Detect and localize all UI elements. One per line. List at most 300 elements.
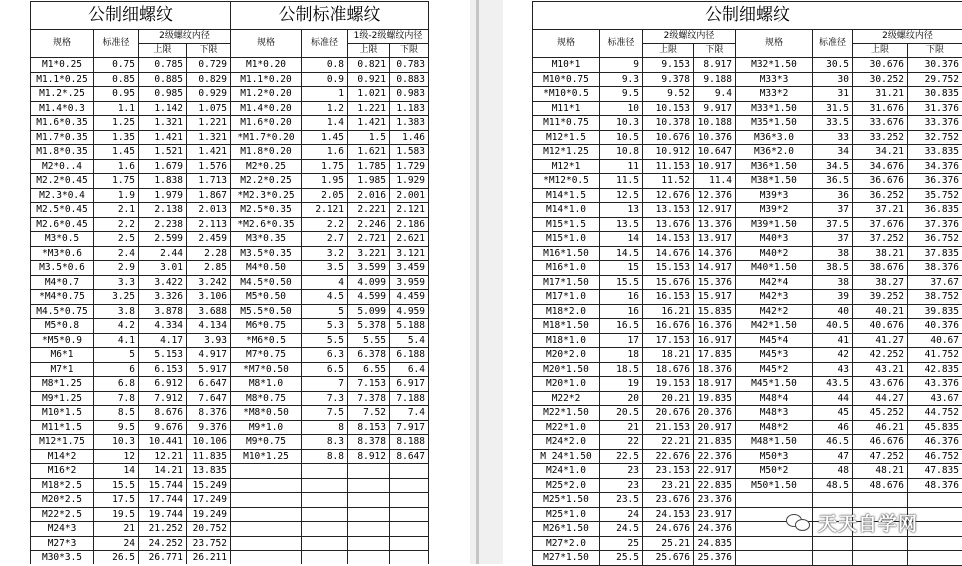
spec-cell bbox=[231, 464, 302, 479]
upper-cell: 0.821 bbox=[348, 58, 390, 73]
lower-cell: 16.917 bbox=[694, 333, 736, 348]
upper-cell: 6.55 bbox=[348, 362, 390, 377]
table-row bbox=[533, 130, 962, 145]
lower-cell: 45.835 bbox=[908, 420, 962, 435]
nominal-cell: 7 bbox=[302, 377, 348, 392]
lower-cell: 10.188 bbox=[694, 116, 736, 131]
upper-cell: 38.676 bbox=[853, 261, 908, 276]
spec-cell: M33*2 bbox=[736, 87, 813, 102]
spec-cell: *M4*0.75 bbox=[31, 290, 94, 305]
upper-cell: 15.153 bbox=[643, 261, 694, 276]
nominal-cell: 23 bbox=[600, 478, 643, 493]
upper-cell: 8.912 bbox=[348, 449, 390, 464]
lower-cell: 8.917 bbox=[694, 58, 736, 73]
nominal-cell: 10.8 bbox=[600, 145, 643, 160]
spec-cell: M5.5*0.50 bbox=[231, 304, 302, 319]
upper-cell: 40.676 bbox=[853, 319, 908, 334]
lower-cell: 37.67 bbox=[908, 275, 962, 290]
upper-cell: 33.676 bbox=[853, 116, 908, 131]
lower-cell: 32.752 bbox=[908, 130, 962, 145]
upper-cell: 46.21 bbox=[853, 420, 908, 435]
lower-cell: 22.917 bbox=[694, 464, 736, 479]
table-row bbox=[31, 362, 429, 377]
upper-cell: 11.153 bbox=[643, 159, 694, 174]
spec-cell: M12*1.25 bbox=[533, 145, 600, 160]
upper-cell: 2.246 bbox=[348, 217, 390, 232]
spec-cell: M25*2.0 bbox=[533, 478, 600, 493]
nominal-header: 标准径 bbox=[813, 30, 853, 58]
nominal-cell: 9.5 bbox=[600, 87, 643, 102]
upper-cell: 33.252 bbox=[853, 130, 908, 145]
nominal-cell bbox=[302, 464, 348, 479]
lower-cell: 4.959 bbox=[390, 304, 429, 319]
upper-cell: 10.153 bbox=[643, 101, 694, 116]
spec-cell: M45*2 bbox=[736, 362, 813, 377]
lower-cell: 5.188 bbox=[390, 319, 429, 334]
spec-cell: M45*1.50 bbox=[736, 377, 813, 392]
spec-cell: M22*1.0 bbox=[533, 420, 600, 435]
spec-cell: M50*3 bbox=[736, 449, 813, 464]
page-gutter bbox=[470, 0, 503, 564]
nominal-cell: 23.5 bbox=[600, 493, 643, 508]
table-row bbox=[31, 304, 429, 319]
table-row bbox=[31, 493, 429, 508]
upper-cell: 37.21 bbox=[853, 203, 908, 218]
lower-cell: 35.752 bbox=[908, 188, 962, 203]
spec-cell: M11*1.5 bbox=[31, 420, 94, 435]
nominal-cell bbox=[302, 536, 348, 551]
lower-cell: 7.188 bbox=[390, 391, 429, 406]
upper-cell: 17.153 bbox=[643, 333, 694, 348]
lower-cell: 23.376 bbox=[694, 493, 736, 508]
upper-cell: 4.17 bbox=[139, 333, 187, 348]
nominal-cell: 21 bbox=[600, 420, 643, 435]
table-row bbox=[533, 391, 962, 406]
upper-cell: 9.676 bbox=[139, 420, 187, 435]
upper-cell: 8.378 bbox=[348, 435, 390, 450]
spec-cell: M4.5*0.50 bbox=[231, 275, 302, 290]
lower-cell: 9.376 bbox=[187, 420, 231, 435]
lower-cell: 7.647 bbox=[187, 391, 231, 406]
nominal-cell: 9 bbox=[600, 58, 643, 73]
upper-cell: 3.878 bbox=[139, 304, 187, 319]
upper-cell: 38.21 bbox=[853, 246, 908, 261]
lower-cell: 41.752 bbox=[908, 348, 962, 363]
lower-cell: 1.383 bbox=[390, 116, 429, 131]
spec-cell: M2.3*0.4 bbox=[31, 188, 94, 203]
nominal-cell: 25 bbox=[600, 536, 643, 551]
table-row bbox=[31, 449, 429, 464]
nominal-cell: 33 bbox=[813, 130, 853, 145]
table-row bbox=[31, 507, 429, 522]
lower-cell: 3.106 bbox=[187, 290, 231, 305]
lower-cell: 38.376 bbox=[908, 261, 962, 276]
table-row bbox=[533, 464, 962, 479]
spec-cell: M22*1.50 bbox=[533, 406, 600, 421]
table-row bbox=[533, 493, 962, 508]
nominal-cell: 38.5 bbox=[813, 261, 853, 276]
nominal-cell: 8.5 bbox=[94, 406, 139, 421]
nominal-cell: 16 bbox=[600, 290, 643, 305]
table-row bbox=[533, 203, 962, 218]
table-row bbox=[533, 348, 962, 363]
upper-cell: 6.912 bbox=[139, 377, 187, 392]
nominal-cell: 40.5 bbox=[813, 319, 853, 334]
nominal-cell: 18 bbox=[600, 348, 643, 363]
upper-cell: 1.621 bbox=[348, 145, 390, 160]
left-thread-table bbox=[30, 1, 429, 564]
spec-cell: M27*2.0 bbox=[533, 536, 600, 551]
spec-cell: M40*2 bbox=[736, 246, 813, 261]
lower-cell: 1.729 bbox=[390, 159, 429, 174]
nominal-cell: 48 bbox=[813, 464, 853, 479]
table-row bbox=[31, 174, 429, 189]
spec-cell: M12*1 bbox=[533, 159, 600, 174]
nominal-cell: 1.75 bbox=[302, 159, 348, 174]
upper-cell: 13.676 bbox=[643, 217, 694, 232]
spec-header: 规格 bbox=[231, 30, 302, 58]
lower-cell: 0.829 bbox=[187, 72, 231, 87]
lower-cell: 33.835 bbox=[908, 145, 962, 160]
lower-cell: 11.835 bbox=[187, 449, 231, 464]
nominal-cell: 3.25 bbox=[94, 290, 139, 305]
spec-cell: M10*0.75 bbox=[533, 72, 600, 87]
upper-cell: 7.153 bbox=[348, 377, 390, 392]
spec-cell: M1.1*0.25 bbox=[31, 72, 94, 87]
upper-cell: 12.21 bbox=[139, 449, 187, 464]
upper-cell: 10.912 bbox=[643, 145, 694, 160]
lower-cell: 18.917 bbox=[694, 377, 736, 392]
nominal-cell bbox=[813, 493, 853, 508]
spec-cell: M3*0.5 bbox=[31, 232, 94, 247]
spec-cell: *M8*0.50 bbox=[231, 406, 302, 421]
nominal-cell: 21 bbox=[94, 522, 139, 537]
lower-cell: 14.376 bbox=[694, 246, 736, 261]
spec-cell: M1.8*0.20 bbox=[231, 145, 302, 160]
upper-cell bbox=[348, 478, 390, 493]
spec-cell: M42*1.50 bbox=[736, 319, 813, 334]
minor-diameter-header: 2级螺纹内径 bbox=[853, 30, 962, 44]
nominal-cell: 1.45 bbox=[302, 130, 348, 145]
upper-cell: 48.21 bbox=[853, 464, 908, 479]
lower-cell: 3.242 bbox=[187, 275, 231, 290]
upper-cell: 1.521 bbox=[139, 145, 187, 160]
table-row bbox=[533, 449, 962, 464]
spec-cell: M8*0.75 bbox=[231, 391, 302, 406]
nominal-cell: 40 bbox=[813, 304, 853, 319]
table-row bbox=[533, 87, 962, 102]
spec-cell: M20*1.0 bbox=[533, 377, 600, 392]
upper-cell: 17.744 bbox=[139, 493, 187, 508]
spec-cell: M33*1.50 bbox=[736, 101, 813, 116]
table-row bbox=[31, 420, 429, 435]
nominal-cell: 14.5 bbox=[600, 246, 643, 261]
lower-cell: 1.929 bbox=[390, 174, 429, 189]
nominal-cell: 43 bbox=[813, 362, 853, 377]
upper-cell: 1.021 bbox=[348, 87, 390, 102]
table-row bbox=[533, 362, 962, 377]
nominal-cell: 11.5 bbox=[600, 174, 643, 189]
nominal-cell: 47 bbox=[813, 449, 853, 464]
spec-header: 规格 bbox=[736, 30, 813, 58]
nominal-cell: 8.8 bbox=[302, 449, 348, 464]
nominal-cell: 33.5 bbox=[813, 116, 853, 131]
upper-cell: 6.378 bbox=[348, 348, 390, 363]
upper-cell: 7.378 bbox=[348, 391, 390, 406]
nominal-cell: 41 bbox=[813, 333, 853, 348]
spec-cell: M16*1.0 bbox=[533, 261, 600, 276]
lower-cell: 4.459 bbox=[390, 290, 429, 305]
lower-cell: 2.001 bbox=[390, 188, 429, 203]
nominal-cell: 1 bbox=[302, 87, 348, 102]
table-row bbox=[533, 377, 962, 392]
spec-cell: M18*2.0 bbox=[533, 304, 600, 319]
upper-cell: 12.676 bbox=[643, 188, 694, 203]
nominal-cell: 8 bbox=[302, 420, 348, 435]
spec-cell: M42*2 bbox=[736, 304, 813, 319]
lower-cell: 10.106 bbox=[187, 435, 231, 450]
table-row bbox=[533, 333, 962, 348]
nominal-cell: 16.5 bbox=[600, 319, 643, 334]
upper-cell: 5.378 bbox=[348, 319, 390, 334]
nominal-cell bbox=[302, 522, 348, 537]
lower-cell: 19.835 bbox=[694, 391, 736, 406]
table-row bbox=[533, 420, 962, 435]
left-page bbox=[0, 0, 470, 564]
spec-cell: M3.5*0.35 bbox=[231, 246, 302, 261]
spec-cell: M15*1.5 bbox=[533, 217, 600, 232]
table-row bbox=[31, 72, 429, 87]
upper-cell: 6.153 bbox=[139, 362, 187, 377]
spec-cell: M5*0.50 bbox=[231, 290, 302, 305]
upper-cell: 25.676 bbox=[643, 551, 694, 566]
lower-limit-header: 下限 bbox=[908, 44, 962, 58]
lower-cell: 1.183 bbox=[390, 101, 429, 116]
nominal-cell: 6.3 bbox=[302, 348, 348, 363]
upper-cell: 4.099 bbox=[348, 275, 390, 290]
spec-cell: M12*1.75 bbox=[31, 435, 94, 450]
nominal-cell: 34 bbox=[813, 145, 853, 160]
upper-cell: 24.153 bbox=[643, 507, 694, 522]
table-row bbox=[533, 435, 962, 450]
nominal-cell: 2.5 bbox=[94, 232, 139, 247]
nominal-cell: 6.8 bbox=[94, 377, 139, 392]
lower-cell: 47.835 bbox=[908, 464, 962, 479]
lower-cell: 19.249 bbox=[187, 507, 231, 522]
table-row bbox=[31, 348, 429, 363]
lower-cell: 34.376 bbox=[908, 159, 962, 174]
lower-cell: 8.647 bbox=[390, 449, 429, 464]
fine-thread-title: 公制细螺纹 bbox=[31, 2, 231, 30]
lower-cell: 1.075 bbox=[187, 101, 231, 116]
upper-cell: 26.771 bbox=[139, 551, 187, 565]
upper-cell: 10.441 bbox=[139, 435, 187, 450]
lower-cell: 18.376 bbox=[694, 362, 736, 377]
lower-cell: 9.188 bbox=[694, 72, 736, 87]
spec-cell: M11*1 bbox=[533, 101, 600, 116]
upper-cell bbox=[348, 536, 390, 551]
nominal-cell: 48.5 bbox=[813, 478, 853, 493]
table-row bbox=[533, 232, 962, 247]
upper-cell: 1.838 bbox=[139, 174, 187, 189]
spec-cell: M48*3 bbox=[736, 406, 813, 421]
nominal-cell: 45 bbox=[813, 406, 853, 421]
nominal-cell: 1.2 bbox=[302, 101, 348, 116]
lower-cell: 1.321 bbox=[187, 130, 231, 145]
upper-cell: 16.21 bbox=[643, 304, 694, 319]
spec-cell: M27*3 bbox=[31, 536, 94, 551]
table-row bbox=[31, 290, 429, 305]
lower-cell: 15.376 bbox=[694, 275, 736, 290]
lower-cell: 29.752 bbox=[908, 72, 962, 87]
upper-cell: 5.153 bbox=[139, 348, 187, 363]
nominal-cell: 20.5 bbox=[600, 406, 643, 421]
lower-cell: 1.867 bbox=[187, 188, 231, 203]
spec-cell: M20*2.0 bbox=[533, 348, 600, 363]
upper-cell: 40.21 bbox=[853, 304, 908, 319]
upper-cell: 31.21 bbox=[853, 87, 908, 102]
minor-diameter-header: 2级螺纹内径 bbox=[139, 30, 231, 44]
nominal-cell: 36.5 bbox=[813, 174, 853, 189]
nominal-cell: 14 bbox=[600, 232, 643, 247]
watermark bbox=[786, 507, 956, 537]
upper-cell bbox=[853, 551, 908, 566]
lower-cell: 2.013 bbox=[187, 203, 231, 218]
upper-cell: 37.676 bbox=[853, 217, 908, 232]
upper-cell: 41.27 bbox=[853, 333, 908, 348]
table-row bbox=[31, 522, 429, 537]
upper-cell: 31.676 bbox=[853, 101, 908, 116]
nominal-cell: 4.1 bbox=[94, 333, 139, 348]
lower-cell: 43.67 bbox=[908, 391, 962, 406]
table-row bbox=[31, 275, 429, 290]
spec-cell: M1.2*.25 bbox=[31, 87, 94, 102]
upper-cell: 4.599 bbox=[348, 290, 390, 305]
spec-cell: M2.5*0.45 bbox=[31, 203, 94, 218]
nominal-cell: 3.2 bbox=[302, 246, 348, 261]
nominal-cell: 9.3 bbox=[600, 72, 643, 87]
nominal-cell: 7.3 bbox=[302, 391, 348, 406]
lower-cell: 30.835 bbox=[908, 87, 962, 102]
nominal-cell: 0.75 bbox=[94, 58, 139, 73]
table-row bbox=[31, 217, 429, 232]
upper-cell: 36.676 bbox=[853, 174, 908, 189]
lower-cell: 0.729 bbox=[187, 58, 231, 73]
table-row bbox=[533, 145, 962, 160]
table-row bbox=[31, 551, 429, 565]
spec-cell: M27*1.50 bbox=[533, 551, 600, 566]
lower-cell: 5.4 bbox=[390, 333, 429, 348]
spec-cell bbox=[736, 536, 813, 551]
upper-cell bbox=[348, 464, 390, 479]
nominal-cell: 10.3 bbox=[600, 116, 643, 131]
nominal-cell: 24 bbox=[94, 536, 139, 551]
upper-cell: 1.321 bbox=[139, 116, 187, 131]
table-row bbox=[533, 290, 962, 305]
spec-cell: M6*0.75 bbox=[231, 319, 302, 334]
wechat-icon bbox=[786, 512, 812, 532]
table-row bbox=[533, 58, 962, 73]
nominal-cell: 5.5 bbox=[302, 333, 348, 348]
table-row bbox=[31, 116, 429, 131]
nominal-cell: 31.5 bbox=[813, 101, 853, 116]
spec-cell: M36*1.50 bbox=[736, 159, 813, 174]
nominal-cell: 4.2 bbox=[94, 319, 139, 334]
minor-diameter-header: 2级螺纹内径 bbox=[643, 30, 736, 44]
lower-cell: 2.459 bbox=[187, 232, 231, 247]
lower-cell: 44.752 bbox=[908, 406, 962, 421]
spec-cell: M4.5*0.75 bbox=[31, 304, 94, 319]
table-row bbox=[31, 58, 429, 73]
nominal-cell: 1.75 bbox=[94, 174, 139, 189]
upper-cell: 1.421 bbox=[348, 116, 390, 131]
lower-cell: 40.376 bbox=[908, 319, 962, 334]
nominal-cell: 43.5 bbox=[813, 377, 853, 392]
lower-cell bbox=[390, 551, 429, 565]
lower-cell: 40.67 bbox=[908, 333, 962, 348]
spec-cell: M42*4 bbox=[736, 275, 813, 290]
table-row bbox=[31, 101, 429, 116]
page-divider bbox=[476, 0, 479, 564]
nominal-cell: 20 bbox=[600, 391, 643, 406]
lower-cell: 5.917 bbox=[187, 362, 231, 377]
spec-cell bbox=[231, 551, 302, 565]
nominal-cell: 3.8 bbox=[94, 304, 139, 319]
nominal-cell: 15 bbox=[600, 261, 643, 276]
lower-cell: 13.835 bbox=[187, 464, 231, 479]
lower-cell: 15.917 bbox=[694, 290, 736, 305]
lower-cell: 46.376 bbox=[908, 435, 962, 450]
nominal-cell: 42 bbox=[813, 348, 853, 363]
upper-cell: 2.238 bbox=[139, 217, 187, 232]
lower-cell bbox=[390, 536, 429, 551]
upper-cell: 36.252 bbox=[853, 188, 908, 203]
lower-cell: 24.376 bbox=[694, 522, 736, 537]
nominal-cell: 7.8 bbox=[94, 391, 139, 406]
upper-cell: 9.378 bbox=[643, 72, 694, 87]
spec-cell: M48*1.50 bbox=[736, 435, 813, 450]
upper-cell: 14.676 bbox=[643, 246, 694, 261]
lower-cell: 24.835 bbox=[694, 536, 736, 551]
lower-cell: 46.752 bbox=[908, 449, 962, 464]
upper-cell: 23.21 bbox=[643, 478, 694, 493]
upper-cell bbox=[348, 493, 390, 508]
spec-cell: M50*1.50 bbox=[736, 478, 813, 493]
upper-cell: 39.252 bbox=[853, 290, 908, 305]
table-row bbox=[533, 101, 962, 116]
lower-cell: 48.376 bbox=[908, 478, 962, 493]
spec-cell: M1.4*0.3 bbox=[31, 101, 94, 116]
spec-cell: *M12*0.5 bbox=[533, 174, 600, 189]
spec-cell: M20*1.50 bbox=[533, 362, 600, 377]
upper-cell: 0.785 bbox=[139, 58, 187, 73]
spec-cell: M16*1.50 bbox=[533, 246, 600, 261]
lower-cell: 14.917 bbox=[694, 261, 736, 276]
lower-cell: 36.376 bbox=[908, 174, 962, 189]
upper-cell: 46.676 bbox=[853, 435, 908, 450]
lower-cell: 20.917 bbox=[694, 420, 736, 435]
upper-cell: 23.153 bbox=[643, 464, 694, 479]
table-row bbox=[533, 261, 962, 276]
spec-cell: M48*2 bbox=[736, 420, 813, 435]
upper-cell: 19.153 bbox=[643, 377, 694, 392]
nominal-header: 标准径 bbox=[600, 30, 643, 58]
spec-cell: M2.6*0.45 bbox=[31, 217, 94, 232]
nominal-cell: 1.35 bbox=[94, 130, 139, 145]
nominal-cell: 38 bbox=[813, 275, 853, 290]
lower-cell: 21.835 bbox=[694, 435, 736, 450]
upper-cell: 1.979 bbox=[139, 188, 187, 203]
